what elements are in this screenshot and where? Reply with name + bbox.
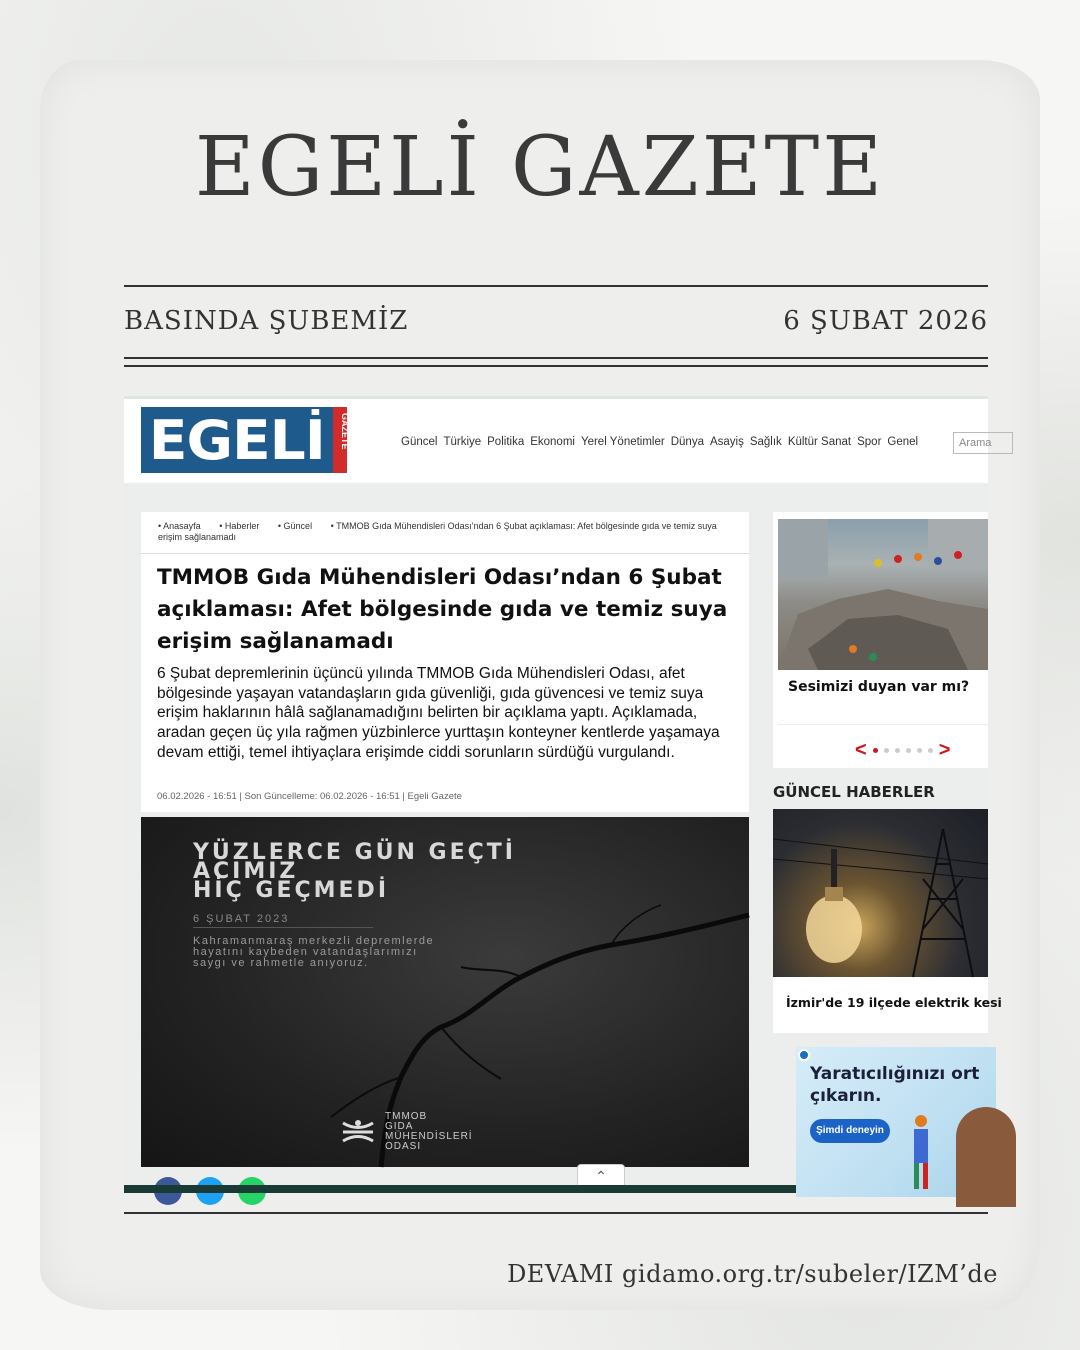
carousel-dot[interactable] xyxy=(917,748,922,753)
carousel-dot[interactable] xyxy=(906,748,911,753)
gmo-logo-text: TMMOB GIDA MÜHENDİSLERİ ODASI xyxy=(385,1111,473,1152)
ad-button[interactable]: Şimdi deneyin xyxy=(810,1119,890,1143)
nav-item-guncel[interactable]: Güncel xyxy=(401,436,438,448)
nav-item-kultur[interactable]: Kültür Sanat xyxy=(787,436,852,448)
rubble-graphic xyxy=(778,519,988,670)
double-rule-1 xyxy=(124,357,988,359)
ad-banner[interactable] xyxy=(796,1047,996,1197)
ad-badge-icon xyxy=(798,1049,810,1061)
breadcrumb-divider xyxy=(141,553,749,554)
gmo-logo xyxy=(341,1112,473,1152)
hero-title: YÜZLERCE GÜN GEÇTİ ACIMIZ HİÇ GEÇMEDİ xyxy=(193,840,516,903)
nav-item-spor[interactable]: Spor xyxy=(857,436,882,448)
gmo-logo-icon xyxy=(341,1119,375,1145)
news-screenshot xyxy=(124,396,1002,1190)
carousel-controls xyxy=(855,740,950,760)
card-divider xyxy=(778,724,988,725)
news-caption[interactable]: İzmir'de 19 ilçede elektrik kesi xyxy=(786,995,1002,1010)
nav-item-turkiye[interactable]: Türkiye xyxy=(443,436,482,448)
lightbulb-photo xyxy=(773,809,988,977)
section-date: 6 ŞUBAT 2026 xyxy=(783,306,988,336)
ad-person xyxy=(956,1107,1016,1207)
carousel-dot[interactable] xyxy=(928,748,933,753)
breadcrumb-current: • TMMOB Gıda Mühendisleri Odası’ndan 6 Şubat açıklaması: Afet bölgesinde gıda ve temiz suya erişim sağlanamadı xyxy=(158,521,717,542)
chevron-left-icon[interactable]: < xyxy=(855,739,867,761)
article-card xyxy=(141,512,749,812)
earthquake-photo xyxy=(778,519,988,670)
article-lead: 6 Şubat depremlerinin üçüncü yılında TMMOB Gıda Mühendisleri Odası, afet bölgesinde yaşayan vatandaşların gıda güvenliği, gıda güvencesi ve temiz suya erişim haklarının hâlâ sağlanamadığını belirten bir açıklama yaptı. Açıklamada, aradan geçen üç yıla rağmen yüzbinlerce yurttaşın konteyner kentlerde yaşamaya devam ettiği, temel ihtiyaçlara erişimde ciddi sorunların sürdüğü vurgulandı. xyxy=(157,665,720,761)
logo-text: EGELİ xyxy=(148,408,325,472)
nav-item-yerel[interactable]: Yerel Yönetimler xyxy=(580,436,665,448)
breadcrumb-guncel[interactable]: • Güncel xyxy=(277,521,313,531)
chevron-right-icon[interactable]: > xyxy=(938,739,951,761)
breadcrumb-haberler[interactable]: • Haberler xyxy=(219,521,260,531)
section-label: BASINDA ŞUBEMİZ xyxy=(124,306,409,336)
nav-item-politika[interactable]: Politika xyxy=(487,436,525,448)
ad-title: Yaratıcılığınızı ort çıkarın. xyxy=(810,1064,980,1106)
chevron-up-icon[interactable]: ⌃ xyxy=(577,1164,625,1186)
hero-image xyxy=(141,817,749,1167)
top-rule xyxy=(124,285,988,287)
site-header xyxy=(124,399,992,483)
news-card[interactable] xyxy=(773,809,1002,1033)
nav-item-ekonomi[interactable]: Ekonomi xyxy=(530,436,575,448)
nav-item-saglik[interactable]: Sağlık xyxy=(749,436,782,448)
carousel-dot[interactable] xyxy=(873,748,878,753)
double-rule-2 xyxy=(124,365,988,367)
main-nav xyxy=(401,436,924,448)
nav-item-dunya[interactable]: Dünya xyxy=(670,436,704,448)
breadcrumb-home[interactable]: • Anasayfa xyxy=(158,521,201,531)
ad-figure-icon xyxy=(906,1113,936,1193)
bottom-rule xyxy=(124,1212,988,1214)
article-headline: TMMOB Gıda Mühendisleri Odası’ndan 6 Şubat açıklaması: Afet bölgesinde gıda ve temiz suya erişim sağlanamadı xyxy=(157,565,728,654)
logo-sub: GAZETE xyxy=(340,413,350,450)
featured-news-card[interactable] xyxy=(773,512,988,768)
carousel-dot[interactable] xyxy=(884,748,889,753)
hero-date: 6 ŞUBAT 2023 xyxy=(193,913,290,925)
carousel-dot[interactable] xyxy=(895,748,900,753)
search-input[interactable]: Arama xyxy=(953,432,1013,454)
site-logo[interactable] xyxy=(141,407,347,473)
nav-item-genel[interactable]: Genel xyxy=(887,436,919,448)
hero-divider xyxy=(193,927,373,928)
section-heading-guncel: GÜNCEL HABERLER xyxy=(773,783,935,801)
article-meta: 06.02.2026 - 16:51 | Son Güncelleme: 06.02.2026 - 16:51 | Egeli Gazete xyxy=(157,791,462,802)
masthead-title: EGELİ GAZETE xyxy=(194,120,886,215)
hero-text: Kahramanmaraş merkezli depremlerde hayatını kaybeden vatandaşlarımızı saygı ve rahmetle anıyoruz. xyxy=(193,935,435,969)
pylon-bulb-graphic xyxy=(773,809,988,977)
breadcrumb xyxy=(158,521,718,543)
footer-link[interactable]: DEVAMI gidamo.org.tr/subeler/IZM’de xyxy=(507,1260,998,1288)
nav-item-asayis[interactable]: Asayiş xyxy=(709,436,744,448)
featured-caption[interactable]: Sesimizi duyan var mı? xyxy=(788,679,970,695)
